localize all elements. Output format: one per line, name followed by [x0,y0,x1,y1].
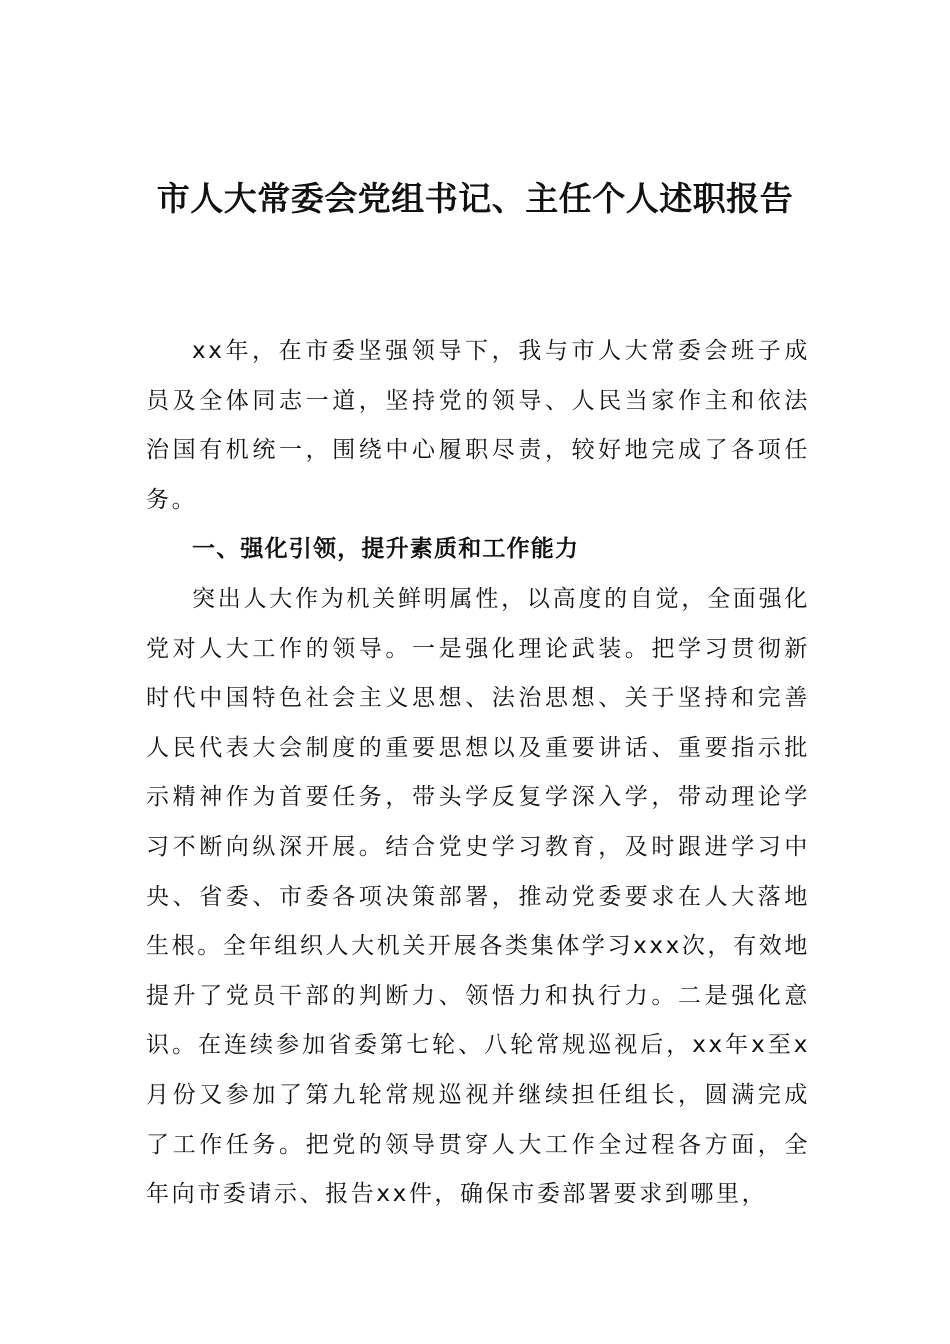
document-title: 市人大常委会党组书记、主任个人述职报告 [156,179,794,218]
section-heading: 一、强化引领，提升素质和工作能力 [192,536,580,563]
document-body [146,327,810,1220]
intro-paragraph: xx年，在市委坚强领导下，我与市人大常委会班子成员及全体同志一道，坚持党的领导、人民当家作主和依法治国有机统一，围绕中心履职尽责，较好地完成了各项任务。 [146,338,810,513]
section-paragraph: 突出人大作为机关鲜明属性，以高度的自觉，全面强化党对人大工作的领导。一是强化理论武装。把学习贯彻新时代中国特色社会主义思想、法治思想、关于坚持和完善人民代表大会制度的重要思想以及重要讲话、重要指示批示精神作为首要任务，带头学反复学深入学，带动理论学习不断向纵深开展。结合党史学习教育，及时跟进学习中央、省委、市委各项决策部署，推动党委要求在人大落地生根。全年组织人大机关开展各类集体学习xxx次，有效地提升了党员干部的判断力、领悟力和执行力。二是强化意识。在连续参加省委第七轮、八轮常规巡视后，xx年x至x月份又参加了第九轮常规巡视并继续担任组长，圆满完成了工作任务。把党的领导贯穿人大工作全过程各方面，全年向市委请示、报告xx件，确保市委部署要求到哪里， [146,585,810,1208]
